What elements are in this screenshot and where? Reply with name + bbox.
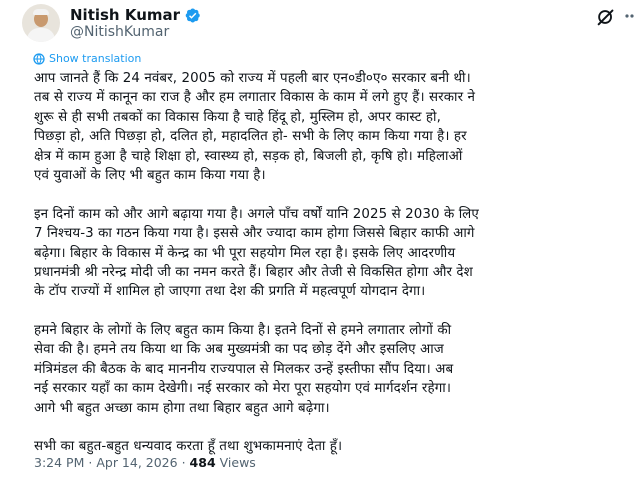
show-translation-label: Show translation	[49, 52, 142, 65]
post-text-line: प्रधानमंत्री श्री नरेन्द्र मोदी जी का नमन करते हैं। बिहार और तेजी से विकसित होगा और देश	[34, 264, 473, 280]
avatar[interactable]	[22, 4, 60, 42]
post-text-line: सेवा की है। हमने तय किया था कि अब मुख्यमंत्री का पद छोड़ देंगे और इसलिए आज	[34, 342, 444, 358]
post-text-line: 7 निश्चय-3 का गठन किया गया है। इससे और ज्यादा काम होगा जिससे बिहार काफी आगे	[34, 226, 475, 242]
post-text-line: बढ़ेगा। बिहार के विकास में केन्द्र का भी पूरा सहयोग मिल रहा है। इसके लिए आदरणीय	[34, 245, 456, 261]
post-text-line: तब से राज्य में कानून का राज है और हम लगातार विकास के काम में लगे हुए हैं। सरकार ने	[34, 90, 476, 106]
post-text-line: एवं युवाओं के लिए भी बहुत काम किया गया है।	[34, 167, 266, 183]
show-translation-link[interactable]	[33, 52, 141, 65]
verified-badge-icon	[184, 7, 201, 24]
post-text-line: हमने बिहार के लोगों के लिए बहुत काम किया है। इतने दिनों से हमने लगातार लोगों की	[34, 323, 452, 339]
author-name[interactable]: Nitish Kumar	[70, 6, 181, 24]
author-handle[interactable]: @NitishKumar	[70, 24, 170, 40]
avatar-body-shape	[27, 28, 55, 42]
views-label: Views	[219, 455, 256, 470]
meta-separator-2: ·	[181, 455, 186, 470]
avatar-hair-shape	[33, 9, 49, 15]
post-text	[34, 69, 640, 457]
post-text-line: आप जानते हैं कि 24 नवंबर, 2005 को राज्य में पहली बार एन०डी०ए० सरकार बनी थी।	[34, 71, 471, 86]
meta-separator: ·	[88, 455, 93, 470]
post-text-line: मंत्रिमंडल की बैठक के बाद माननीय राज्यपाल से मिलकर उन्हें इस्तीफा सौंप दिया। अब	[34, 361, 454, 377]
more-options-icon[interactable]	[624, 8, 640, 24]
post-text-line: शुरू से ही सभी तबकों का विकास किया है चाहे हिंदू हो, मुस्लिम हो, अपर कास्ट हो,	[34, 109, 441, 125]
paragraph-gap	[34, 418, 640, 437]
author-name-row	[70, 6, 201, 24]
post-text-line: के टॉप राज्यों में शामिल हो जाएगा तथा देश की प्रगति में महत्वपूर्ण योगदान देगा।	[34, 284, 426, 300]
post-text-line: आगे भी बहुत अच्छा काम होगा तथा बिहार बहुत आगे बढ़ेगा।	[34, 400, 330, 416]
grok-icon[interactable]	[595, 6, 617, 28]
paragraph-gap	[34, 185, 640, 204]
views-count: 484	[189, 455, 216, 470]
post-text-line: पिछड़ा हो, अति पिछड़ा हो, दलित हो, महादलित हो- सभी के लिए काम किया गया है। हर	[34, 129, 467, 145]
post-time[interactable]: 3:24 PM	[34, 455, 85, 470]
post-date[interactable]: Apr 14, 2026	[96, 455, 178, 470]
post-header	[0, 0, 640, 50]
paragraph-gap	[34, 302, 640, 321]
post-text-line: सभी का बहुत-बहुत धन्यवाद करता हूँ तथा शुभकामनाएं देता हूँ।	[34, 439, 343, 455]
post-text-line: इन दिनों काम को और आगे बढ़ाया गया है। अगले पाँच वर्षों यानि 2025 से 2030 के लिए	[34, 206, 479, 222]
post-meta	[34, 455, 256, 470]
translate-icon	[33, 53, 45, 65]
post-text-line: क्षेत्र में काम हुआ है चाहे शिक्षा हो, स्वास्थ्य हो, सड़क हो, बिजली हो, कृषि हो। महिलाओं	[34, 148, 463, 164]
post-text-line: नई सरकार यहाँ का काम देखेगी। नई सरकार को मेरा पूरा सहयोग एवं मार्गदर्शन रहेगा।	[34, 381, 451, 397]
